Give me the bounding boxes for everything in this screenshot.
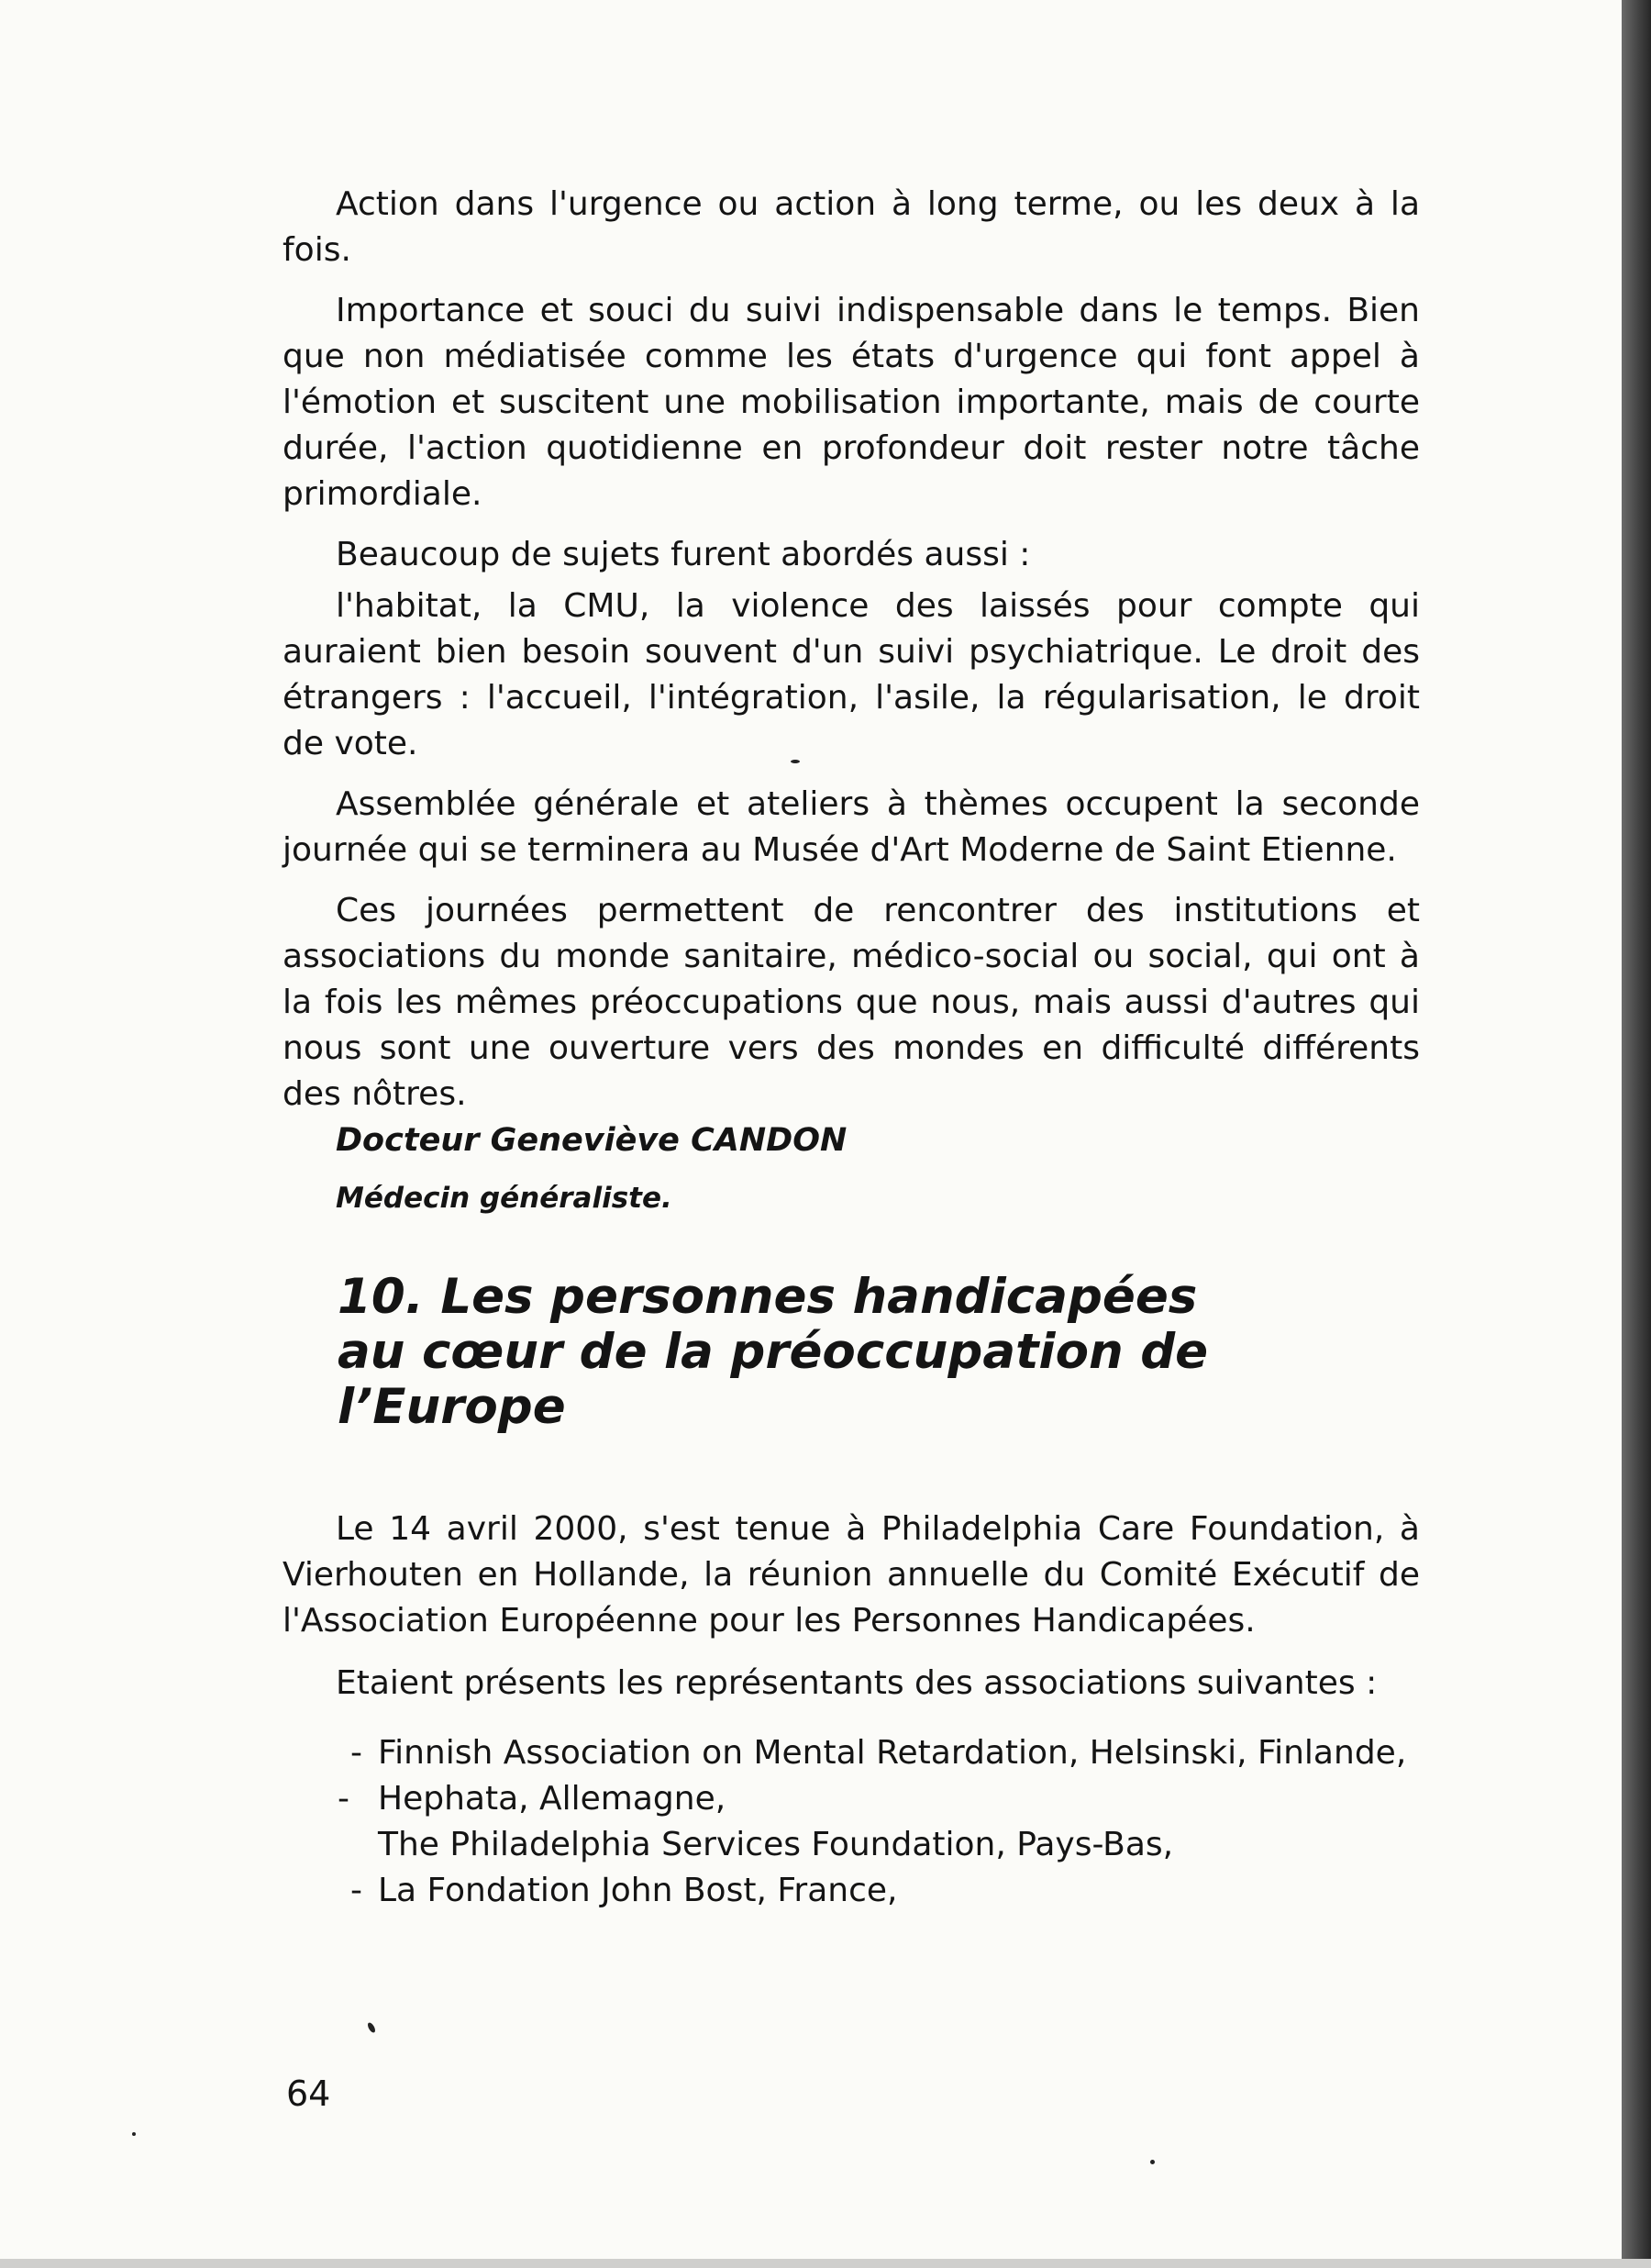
list-item-text: Hephata, Allemagne, [378,1780,726,1818]
page-number: 64 [286,2073,331,2114]
signature-role: Médecin généraliste. [336,1182,672,1215]
section-title-line-1: 10. Les personnes handicapées [338,1269,1198,1325]
paragraph: Ces journées permettent de rencontrer des institutions et associations du monde sanitaire, médico-social ou social, qui ont à la fois les mêmes préoccupations que nous, mais aussi d'autres qui nous sont une ouverture vers des mondes en difficulté différents des nôtres. [283,892,1420,1113]
book-spine-shadow [1622,0,1651,2268]
section-title-line-2: au cœur de la préoccupation de l’Europe [338,1324,1209,1435]
list-item-text: The Philadelphia Services Foundation, Pays-Bas, [378,1826,1174,1863]
scan-speck [366,2021,376,2033]
paragraph: Le 14 avril 2000, s'est tenue à Philadelphia Care Foundation, à Vierhouten en Hollande, la réunion annuelle du Comité Exécutif de l'Association Européenne pour les Personnes Handicapées. [283,1510,1420,1640]
association-list [283,1730,1420,1914]
paragraph: Action dans l'urgence ou action à long terme, ou les deux à la fois. [283,185,1420,269]
scan-speck [132,2132,136,2136]
scan-speck [1150,2160,1155,2164]
paragraph: l'habitat, la CMU, la violence des laissés pour compte qui auraient bien besoin souvent d'un suivi psychiatrique. Le droit des étrangers : l'accueil, l'intégration, l'asile, la régularisation, le droit de vote. [283,587,1420,762]
list-item [283,1776,1420,1822]
paragraph: Etaient présents les représentants des associations suivantes : [336,1664,1378,1702]
list-item [283,1730,1420,1776]
list-dash: - [350,1734,362,1772]
signature-name: Docteur Geneviève CANDON [336,1122,848,1159]
list-item-text: Finnish Association on Mental Retardation, Helsinski, Finlande, [378,1734,1407,1772]
list-dash: - [338,1780,349,1818]
list-item [283,1822,1420,1868]
paragraph: Assemblée générale et ateliers à thèmes occupent la seconde journée qui se terminera au Musée d'Art Moderne de Saint Etienne. [283,785,1420,869]
list-item [283,1868,1420,1914]
section-title [338,1270,1420,1435]
paragraph: Beaucoup de sujets furent abordés aussi : [336,536,1031,573]
paragraph: Importance et souci du suivi indispensable dans le temps. Bien que non médiatisée comme les états d'urgence qui font appel à l'émotion et suscitent une mobilisation importante, mais de courte durée, l'action quotidienne en profondeur doit rester notre tâche primordiale. [283,292,1420,513]
list-dash: - [350,1872,362,1909]
page-bottom-edge [0,2259,1651,2268]
list-item-text: La Fondation John Bost, France, [378,1872,898,1909]
page-content [283,182,1420,1914]
scan-speck [791,760,800,763]
